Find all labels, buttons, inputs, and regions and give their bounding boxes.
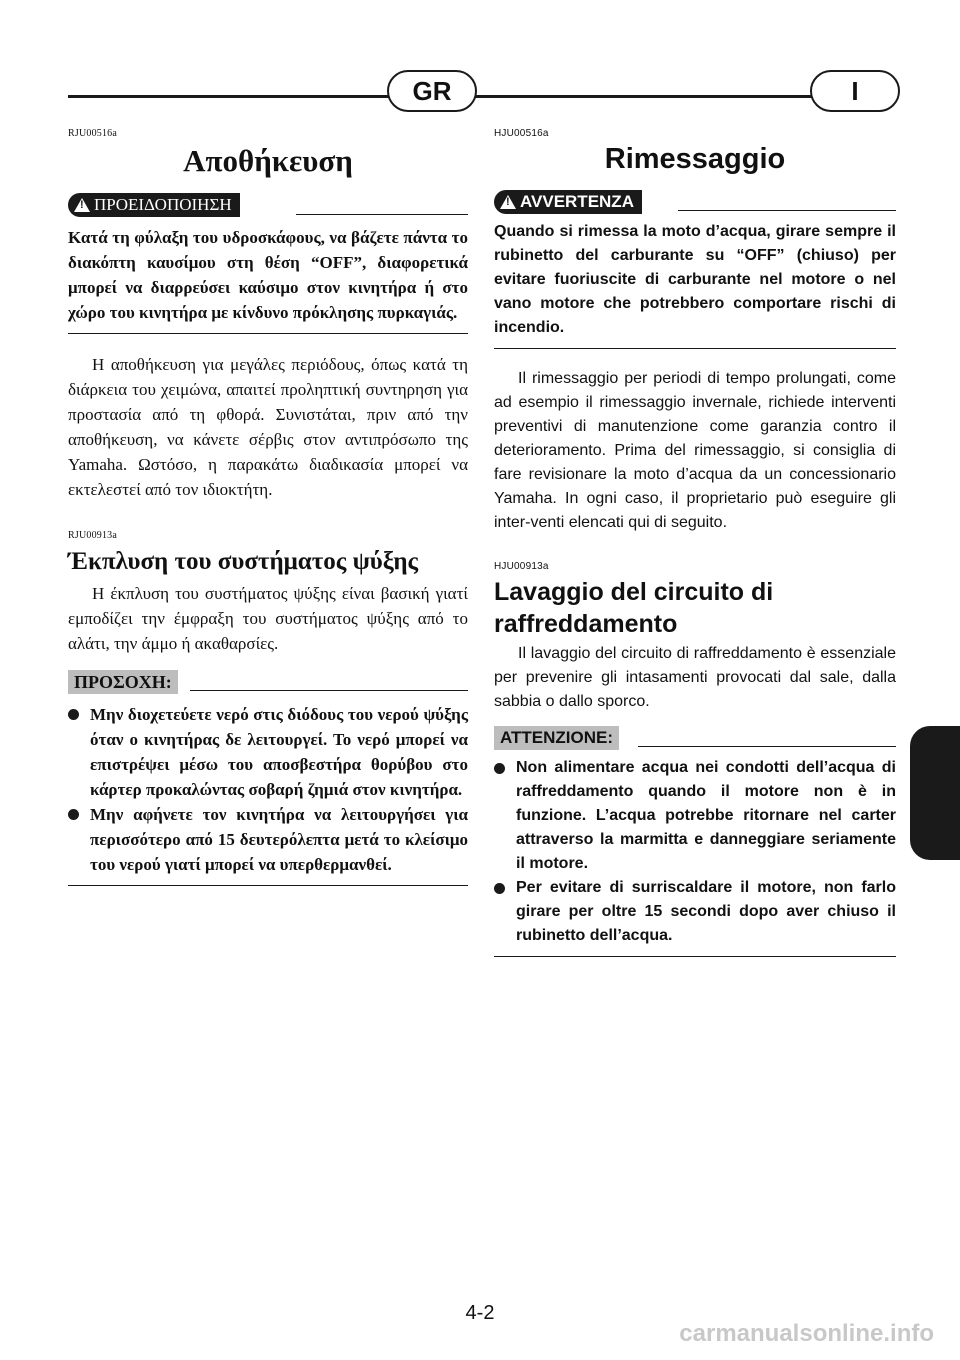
flushing-body: Η έκπλυση του συστήματος ψύξης είναι βασική γιατί εμποδίζει την έμφραξη του συστήματος ψύξης από το αλάτι, την άμμο ή ακαθαρσίες. [68,584,468,653]
caution-end-rule [494,956,896,957]
warning-triangle-icon [74,198,90,212]
caution-list [494,756,896,948]
warning-triangle-icon [500,195,516,209]
bullet-icon [68,809,79,820]
storage-body: Il rimessaggio per periodi di tempo prolungati, come ad esempio il rimessaggio invernale, richiede interventi preventivi di manutenzione come garanzia contro il deterioramento. Prima del rimessaggio, si consiglia di fare revisionare la moto d’acqua da un concessionario Yamaha. In ogni caso, il proprietario può eseguire gli inter-venti elencati qui di seguito. [494,370,896,531]
warning-end-rule [494,348,896,349]
warning-badge: ! AVVERTENZA [494,190,642,214]
language-tab-gr: GR [387,70,477,112]
warning-header [494,190,896,216]
italian-column [494,128,896,957]
caution-header [494,726,896,752]
warning-rule [678,210,896,211]
warning-header [68,193,468,219]
section-title-storage: Αποθήκευση [183,143,353,178]
caution-badge: ΠΡΟΣΟΧΗ: [68,670,178,694]
flushing-body: Il lavaggio del circuito di raffreddamento è essenziale per prevenire gli intasamenti provocati dal sale, dalla sabbia o dallo sporco. [494,645,896,710]
language-tab-i: I [810,70,900,112]
list-item: Per evitare di surriscaldare il motore, non farlo girare per oltre 15 secondi dopo aver chiuso il rubinetto dell’acqua. [494,876,896,948]
storage-body: Η αποθήκευση για μεγάλες περιόδους, όπως κατά τη διάρκεια του χειμώνα, απαιτεί προληπτική συντηρηση για προστασία από τη φθορά. Συνιστάται, πριν από την αποθήκευση, να κάνετε σέρβις στον αντιπρόσωπο της Yamaha. Ωστόσο, η παρακάτω διαδικασία μπορεί να εκτελεστεί από τον ιδιοκτήτη. [68,355,468,499]
section-code: RJU00913a [68,530,118,541]
greek-column [68,128,468,886]
section-title-flushing: Έκπλυση του συστήματος ψύξης [68,548,419,575]
chapter-tab [910,726,960,860]
list-item: Non alimentare acqua nei condotti dell’acqua di raffreddamento quando il motore non è in funzione. L’acqua potrebbe ritornare nel carter attraverso la marmitta e danneggiare seriamente il motore. [494,756,896,876]
list-item: Μην αφήνετε τον κινητήρα να λειτουργήσει για περισσότερο από 15 δευτερόλεπτα μετά το κλείσιμο του νερού γιατί μπορεί να υπερθερμανθεί. [68,802,468,877]
bullet-icon [68,709,79,720]
caution-end-rule [68,885,468,886]
section-title-flushing: Lavaggio del circuito di raffreddamento [494,578,774,638]
warning-text: Κατά τη φύλαξη του υδροσκάφους, να βάζετε πάντα το διακόπτη καυσίμου στη θέση “OFF”, διαφορετικά μπορεί να διαρρεύσει καύσιμο στον κινητήρα ή στο χώρο του κινητήρα με κίνδυνο πρόκλησης πυρκαγιάς. [68,228,468,322]
caution-header [68,670,468,696]
section-code: RJU00516a [68,128,118,139]
bullet-icon [494,883,505,894]
warning-end-rule [68,333,468,334]
section-code: HJU00516a [494,128,549,139]
bullet-icon [494,763,505,774]
watermark: carmanualsonline.info [679,1320,934,1347]
section-title-storage: Rimessaggio [604,143,786,175]
caution-rule [638,746,896,747]
warning-rule [296,214,468,215]
warning-text: Quando si rimessa la moto d’acqua, girare sempre il rubinetto del carburante su “OFF” (chiuso) per evitare fuoriuscite di carburante nel motore o nel vano motore che potrebbero comportare rischi di incendio. [494,223,896,336]
header-rule [68,95,896,98]
caution-list [68,702,468,877]
section-code: HJU00913a [494,561,549,572]
caution-badge: ATTENZIONE: [494,726,619,750]
list-item: Μην διοχετεύετε νερό στις διόδους του νερού ψύξης όταν ο κινητήρας δε λειτουργεί. Το νερό μπορεί να επιστρέψει μέσω του αποσβεστήρα θορύβου στο κάρτερ προκαλώντας σοβαρή ζημιά στον κινητήρα. [68,702,468,802]
caution-rule [190,690,468,691]
warning-badge: ! ΠΡΟΕΙΔΟΠΟΙΗΣΗ [68,193,240,217]
page-number: 4-2 [465,1302,495,1324]
